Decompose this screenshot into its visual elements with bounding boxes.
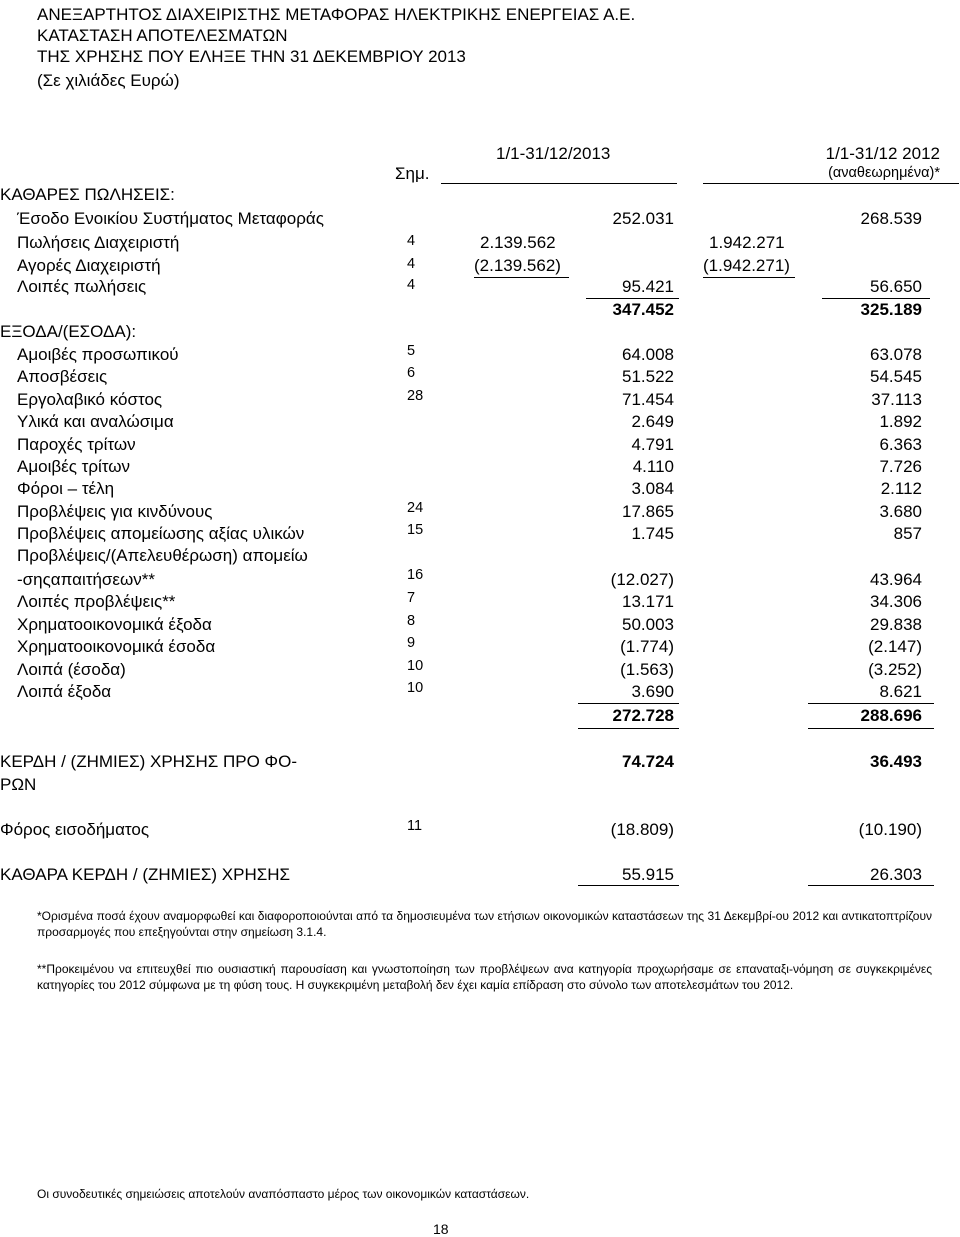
expense-row-current: 4.110 — [632, 457, 674, 476]
expense-row-prior: 63.078 — [870, 345, 922, 364]
expenses-total-current-rule — [578, 728, 679, 729]
expense-row-note: 24 — [407, 499, 424, 516]
sales-row-current: 252.031 — [612, 209, 674, 228]
sales-row-label: Πωλήσεις Διαχειριστή — [17, 233, 180, 252]
sales-prior-rule — [822, 298, 930, 299]
expense-row-note: 6 — [407, 365, 416, 382]
expense-row-current: 4.791 — [631, 434, 674, 454]
tax-prior: (10.190) — [858, 820, 922, 839]
tax-current: (18.809) — [610, 820, 674, 839]
expenses-current-rule — [578, 703, 679, 704]
net-current: 55.915 — [622, 865, 674, 884]
expense-row-label: Λοιπά έξοδα — [17, 682, 112, 702]
expense-row-label: Αμοιβές τρίτων — [17, 457, 131, 476]
expense-row-prior: (3.252) — [868, 659, 922, 679]
expense-row-prior: 37.113 — [871, 389, 922, 409]
expense-row-current: 2.649 — [631, 412, 674, 432]
expense-row-current: 64.008 — [622, 345, 674, 364]
expense-row-label: Παροχές τρίτων — [17, 434, 136, 454]
expense-row-current: 71.454 — [622, 389, 674, 409]
expense-row-label: Φόροι – τέλη — [17, 479, 115, 499]
expenses-heading: ΕΞΟΔΑ/(ΕΣΟΔΑ): — [0, 322, 137, 341]
footnote-restated: *Ορισμένα ποσά έχουν αναμορφωθεί και διαφοροποιούνται από τα δημοσιευμένα των ετήσιων οικονομικών καταστάσεων της 31 Δεκεμβρί-ου 2012 και αντικατοπτρίζουν προσαρμογές που επεξηγούνται στην σημείωση 3.1.4. — [37, 909, 932, 939]
net-current-rule — [578, 885, 679, 886]
sales-row-label: Αγορές Διαχειριστή — [17, 256, 161, 275]
net-prior-rule — [808, 885, 934, 886]
expense-row-label: Χρηματοοικονομικά έσοδα — [17, 637, 216, 657]
expense-row-current: 13.171 — [622, 592, 674, 611]
current-header-rule — [441, 183, 677, 184]
expense-row-prior: 1.892 — [879, 412, 922, 432]
expense-row-label: Υλικά και αναλώσιμα — [17, 412, 174, 432]
expense-row-prior: 29.838 — [870, 614, 922, 634]
sales-row-prior: 268.539 — [860, 209, 922, 228]
sales-row-prior-inner: (1.942.271) — [703, 256, 790, 275]
receivables-note: 16 — [407, 567, 424, 583]
sales-row-label: Έσοδο Ενοικίου Συστήματος Μεταφοράς — [17, 209, 324, 228]
expense-row-prior: 34.306 — [870, 592, 922, 611]
expense-row-current: 3.690 — [631, 682, 674, 702]
expense-row-prior: 2.112 — [880, 479, 922, 499]
prior-period-header: 1/1-31/12 2012 — [825, 144, 940, 163]
statement-title: ΚΑΤΑΣΤΑΣΗ ΑΠΟΤΕΛΕΣΜΑΤΩΝ — [37, 26, 288, 45]
expense-row-label: Λοιπές προβλέψεις** — [17, 592, 176, 611]
sales-current-rule — [586, 298, 679, 299]
expenses-prior-rule — [808, 703, 934, 704]
expense-row-note: 28 — [407, 387, 424, 404]
expense-row-note: 9 — [407, 635, 416, 652]
sales-row-current: 95.421 — [622, 277, 674, 296]
note-column-header: Σημ. — [395, 164, 430, 183]
sales-row-current-inner: 2.139.562 — [480, 233, 556, 252]
sales-heading: ΚΑΘΑΡΕΣ ΠΩΛΗΣΕΙΣ: — [0, 185, 175, 204]
sales-row-prior: 56.650 — [870, 277, 922, 296]
sales-row-note: 4 — [407, 233, 416, 249]
expense-row-current: 1.745 — [631, 524, 674, 544]
pbt-current: 74.724 — [622, 752, 674, 771]
expense-row-current: 51.522 — [622, 367, 674, 387]
expense-row-note: 5 — [407, 343, 416, 359]
pbt-prior: 36.493 — [870, 752, 922, 771]
expenses-total-current: 272.728 — [612, 706, 674, 725]
expense-row-label: Προβλέψεις για κινδύνους — [17, 501, 213, 521]
prior-period-subheader: (αναθεωρημένα)* — [828, 165, 940, 181]
net-label: ΚΑΘΑΡΑ ΚΕΡΔΗ / (ΖΗΜΙΕΣ) ΧΡΗΣΗΣ — [0, 865, 291, 884]
expense-row-current: (1.774) — [620, 637, 674, 657]
pbt-label-line1: ΚΕΡΔΗ / (ΖΗΜΙΕΣ) ΧΡΗΣΗΣ ΠΡΟ ΦΟ- — [0, 752, 297, 771]
expense-row-note: 8 — [407, 612, 416, 629]
sales-total-current: 347.452 — [612, 300, 674, 319]
pbt-label-line2: ΡΩΝ — [0, 775, 37, 794]
current-period-header: 1/1-31/12/2013 — [496, 144, 611, 163]
expense-row-prior: 6.363 — [879, 434, 922, 454]
footnote-integral: Οι συνοδευτικές σημειώσεις αποτελούν αναπόσπαστο μέρος των οικονομικών καταστάσεων. — [37, 1187, 530, 1201]
expense-row-current: (1.563) — [620, 659, 674, 679]
sales-row-note: 4 — [407, 277, 416, 293]
expense-row-label: Χρηματοοικονομικά έξοδα — [17, 614, 212, 634]
receivables-label-line2: -σηςαπαιτήσεων** — [17, 570, 155, 589]
expense-row-prior: (2.147) — [868, 637, 922, 657]
expense-row-prior: 8.621 — [879, 682, 922, 702]
expense-row-label: Εργολαβικό κόστος — [17, 389, 163, 409]
expense-row-current: 50.003 — [622, 614, 674, 634]
expense-row-current: 17.865 — [622, 501, 674, 521]
prior-header-rule — [703, 183, 959, 184]
receivables-prior: 43.964 — [870, 570, 922, 589]
expense-row-note: 7 — [407, 590, 416, 606]
expenses-total-prior: 288.696 — [860, 706, 922, 725]
receivables-label-line1: Προβλέψεις/(Απελευθέρωση) απομείω — [17, 546, 308, 565]
expense-row-label: Αποσβέσεις — [17, 367, 108, 387]
tax-note: 11 — [407, 818, 423, 834]
sales-row-note: 4 — [407, 256, 416, 272]
expense-row-prior: 54.545 — [870, 367, 922, 387]
company-name: ΑΝΕΞΑΡΤΗΤΟΣ ΔΙΑΧΕΙΡΙΣΤΗΣ ΜΕΤΑΦΟΡΑΣ ΗΛΕΚΤΡΙΚΗΣ ΕΝΕΡΓΕΙΑΣ Α.Ε. — [37, 5, 636, 24]
receivables-current: (12.027) — [610, 570, 674, 589]
sales-row-prior-inner: 1.942.271 — [709, 233, 785, 252]
period-title: ΤΗΣ ΧΡΗΣΗΣ ΠΟΥ ΕΛΗΞΕ ΤΗΝ 31 ΔΕΚΕΜΒΡΙΟΥ 2013 — [37, 47, 466, 66]
expense-row-note: 15 — [407, 522, 424, 539]
expense-row-prior: 3.680 — [879, 501, 922, 521]
tax-label: Φόρος εισοδήματος — [0, 820, 150, 839]
sales-row-current-inner: (2.139.562) — [474, 256, 561, 275]
sales-total-prior: 325.189 — [860, 300, 922, 319]
expenses-total-prior-rule — [808, 728, 934, 729]
inner-current-rule — [474, 277, 569, 278]
expense-row-prior: 857 — [893, 524, 922, 544]
expense-row-label: Αμοιβές προσωπικού — [17, 345, 179, 364]
expense-row-current: 3.084 — [631, 479, 674, 499]
footnote-provisions: **Προκειμένου να επιτευχθεί πιο ουσιαστική παρουσίαση και γνωστοποίηση των προβλέψεων ανα κατηγορία προχωρήσαμε σε επαναταξι-νόμηση σε συγκεκριμένες κατηγορίες του 2012 σύμφωνα με τη φύση τους. Η συγκεκριμένη μεταβολή δεν έχει καμία επίδραση στο σύνολο των αποτελεσμάτων του 2012. — [37, 962, 932, 992]
expense-row-note: 10 — [407, 657, 424, 674]
inner-prior-rule — [703, 277, 795, 278]
sales-row-label: Λοιπές πωλήσεις — [17, 277, 147, 296]
expense-row-label: Προβλέψεις απομείωσης αξίας υλικών — [17, 524, 305, 544]
units-label: (Σε χιλιάδες Ευρώ) — [37, 71, 180, 90]
expense-row-note: 10 — [407, 680, 424, 697]
page-number: 18 — [433, 1221, 449, 1237]
net-prior: 26.303 — [870, 865, 922, 884]
expense-row-label: Λοιπά (έσοδα) — [17, 659, 126, 679]
expense-row-prior: 7.726 — [879, 457, 922, 476]
